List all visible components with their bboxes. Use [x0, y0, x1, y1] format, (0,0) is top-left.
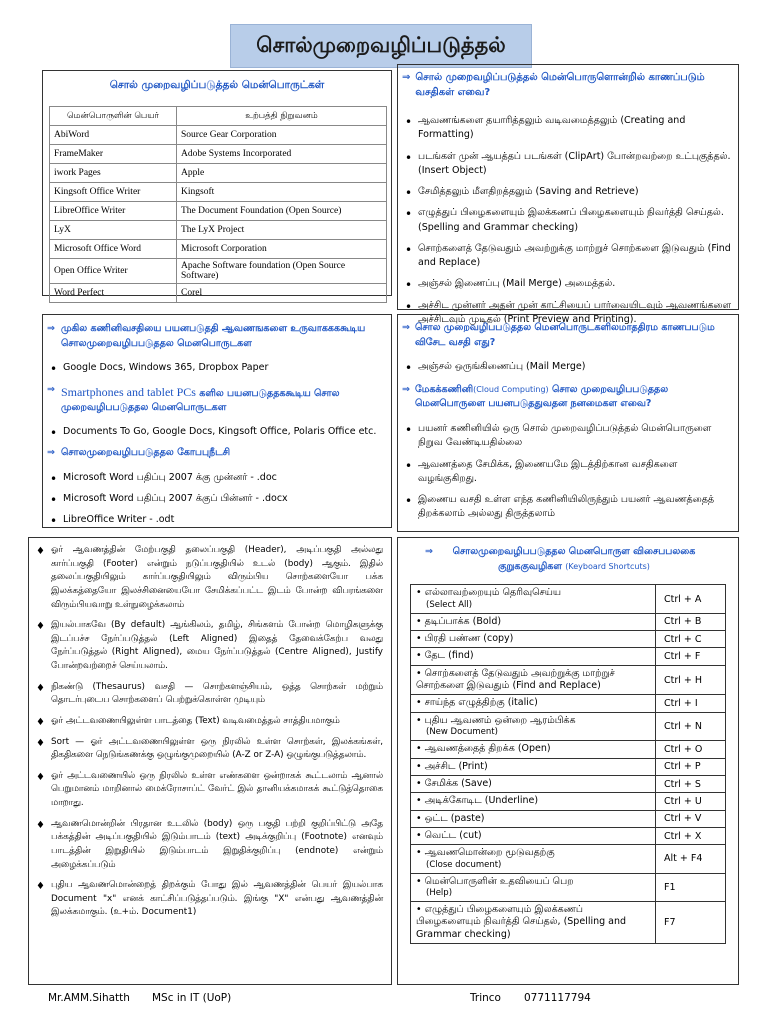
list-item: ♦ ஓர் அட்டவணையிலுள்ள பாடத்தை (Text) வடிவமைத்தல் சாத்தியமாகும்: [35, 715, 383, 729]
table-row: [411, 775, 726, 792]
bullet-icon: •: [416, 829, 425, 841]
software-company: Adobe Systems Incorporated: [177, 145, 387, 164]
software-name: iwork Pages: [50, 164, 177, 183]
shortcut-label: ஒட்ட (paste): [424, 812, 485, 824]
footer-degree: MSc in IT (UoP): [152, 992, 232, 1004]
page-title: சொல்முறைவழிப்படுத்தல்: [230, 24, 532, 68]
shortcut-action: [411, 873, 656, 901]
list-item: • Documents To Go, Google Docs, Kingsoft Office, Polaris Office etc.: [47, 425, 387, 439]
list-item: • LibreOffice Writer - .odt: [47, 513, 387, 527]
shortcut-label: ஆவணத்தைத் திறக்க (Open): [424, 743, 551, 755]
software-company: Apple: [177, 164, 387, 183]
software-name: Open Office Writer: [50, 259, 177, 284]
list-item: • அஞ்சல் இணைப்பு (Mail Merge) அமைத்தல்.: [402, 277, 732, 291]
software-company: Kingsoft: [177, 183, 387, 202]
shortcut-key: Ctrl + F: [656, 648, 726, 665]
notes-box: [28, 537, 392, 985]
table-row: [50, 259, 387, 284]
table-row: [411, 810, 726, 827]
list-item: • சேமித்தலும் மீளதிறத்தலும் (Saving and Retrieve): [402, 185, 732, 199]
shortcut-key: Alt + F4: [656, 845, 726, 873]
shortcut-label: எல்லாவற்றையும் தெரிவுசெய்ய: [424, 587, 562, 599]
shortcut-label: தேட (find): [424, 650, 474, 662]
shortcut-action: [411, 845, 656, 873]
shortcut-label-en: (Close document): [426, 859, 502, 870]
shortcuts-table: [410, 584, 726, 944]
features-list: [402, 114, 732, 327]
online-heading2: ⇒ Smartphones and tablet PCs களில பயனபடுததககூடிய சொல முறைவழிபபடுததல மெனபொருடகள: [47, 383, 387, 416]
table-row: [411, 827, 726, 844]
shortcut-label: மென்பொருளின் உதவியைப் பெற: [424, 875, 574, 887]
shortcut-action: [411, 827, 656, 844]
table-row: [411, 758, 726, 775]
shortcut-action: [411, 585, 656, 613]
shortcut-label: புதிய ஆவணம் ஒன்றை ஆரம்பிக்க: [424, 714, 576, 726]
shortcut-key: Ctrl + C: [656, 631, 726, 648]
online-list1: [47, 361, 387, 375]
bullet-icon: •: [416, 697, 425, 709]
list-item: • Microsoft Word பதிப்பு 2007 க்குப் பின்னர் - .docx: [47, 492, 387, 506]
shortcuts-heading: ⇒ சொலமுறைவழிபபடுததல மெனபொருள விசைபபலகை குறுககுவழிகள (Keyboard Shortcuts): [404, 544, 730, 574]
list-item: • பயனர் கணினியில் ஒரு சொல் முறைவழிப்படுத்தல் மென்பொருளை நிறுவ வேண்டியதில்லை: [402, 422, 732, 451]
software-table: [49, 106, 387, 303]
bullet-icon: •: [416, 795, 425, 807]
shortcut-key: Ctrl + O: [656, 741, 726, 758]
list-item: ♦ நிகண்டு (Thesaurus) வசதி — சொற்களஞ்சியம், ஒத்த சொற்கள் மற்றும் தொடர்புடைய சொற்களைப் பெற்றுக்கொள்ள முடியும்: [35, 681, 383, 708]
table-row: [411, 613, 726, 630]
notes-list: [35, 544, 383, 920]
shortcut-action: [411, 613, 656, 630]
software-name: LyX: [50, 221, 177, 240]
shortcut-action: [411, 775, 656, 792]
shortcut-label: சொற்களைத் தேடுவதும் அவற்றுக்கு மாற்றுச் சொற்களை இடுவதும் (Find and Replace): [416, 667, 615, 692]
software-company: Corel: [177, 284, 387, 303]
software-name: FrameMaker: [50, 145, 177, 164]
cloud-box: [397, 314, 739, 532]
cloud-benefits-list: [402, 422, 732, 522]
features-box: [397, 64, 739, 325]
shortcut-action: [411, 648, 656, 665]
software-company: Source Gear Corporation: [177, 126, 387, 145]
bullet-icon: •: [416, 777, 425, 789]
online-box: [42, 314, 392, 528]
shortcut-key: Ctrl + N: [656, 712, 726, 740]
shortcut-label: சாய்ந்த எழுத்திற்கு (italic): [424, 697, 538, 709]
shortcut-label-en: (Help): [426, 888, 453, 899]
mail-answer: [402, 360, 732, 374]
list-item: • எழுத்துப் பிழைகளையும் இலக்கணப் பிழைகளையும் நிவர்த்தி செய்தல். (Spelling and Grammar checking): [402, 206, 732, 235]
software-company: The Document Foundation (Open Source): [177, 202, 387, 221]
shortcut-action: [411, 631, 656, 648]
shortcut-key: Ctrl + X: [656, 827, 726, 844]
arrow-icon: ⇒: [402, 322, 410, 333]
shortcut-action: [411, 793, 656, 810]
shortcut-key: Ctrl + P: [656, 758, 726, 775]
shortcut-label-en: (Select All): [426, 599, 473, 610]
bullet-icon: •: [416, 847, 425, 859]
list-item: • படங்கள் முன் ஆயத்தப் படங்கள் (ClipArt) போன்றவற்றை உட்புகுத்தல். (Insert Object): [402, 150, 732, 179]
list-item: • Google Docs, Windows 365, Dropbox Paper: [47, 361, 387, 375]
shortcut-label: எழுத்துப் பிழைகளையும் இலக்கணப் பிழைகளையும் நிவர்த்தி செய்தல், (Spelling and Grammar checking): [416, 904, 627, 940]
shortcut-key: Ctrl + I: [656, 695, 726, 712]
shortcut-label: அடிக்கோடிட (Underline): [424, 795, 539, 807]
footer-phone: 0771117794: [524, 992, 591, 1004]
list-item: ♦ இயல்பாகவே (By default) ஆங்கிலம், தமிழ், சிங்களம் போன்ற மொழிகளுக்கு இடப்பச்ச நேர்ப்படுத்தல் (Left Aligned) இதைத் தேவைக்கேற்ப வலது நேர்ப்படுத்தல் (Right Aligned), மைய நேர்ப்படுத்தல் (Centre Aligned), Justify போன்றவற்றைச் செய்யலாம்.: [35, 619, 383, 674]
shortcut-label: தடிப்பாக்க (Bold): [424, 615, 502, 627]
table-row: [50, 164, 387, 183]
shortcut-label: பிரதி பண்ண (copy): [424, 633, 514, 645]
col-name: மென்பொருளின் பெயர்: [50, 107, 177, 126]
shortcut-key: Ctrl + B: [656, 613, 726, 630]
bullet-icon: •: [416, 633, 425, 645]
list-item: ♦ ஆவணமொன்றின் பிரதான உடலில் (body) ஒரு பகுதி பற்றி குறிப்பிட்டு அதே பக்கத்தின் அடிப்பகுதியில் இடும்பாடம் (text) அடிக்குறிப்பு (Footnote) எனவும் பாடத்தின் இறுதியில் இடும்பாடம் இறுதிக்குறிப்பு (endnote) என்றும் அழைக்கப்படும்: [35, 818, 383, 873]
software-company: Apache Software foundation (Open Source Software): [177, 259, 387, 284]
features-heading: ⇒ சொல் முறைவழிப்படுத்தல் மென்பொருளொன்றில் காணப்படும் வசதிகள் எவை?: [402, 71, 732, 100]
shortcut-action: [411, 741, 656, 758]
arrow-icon: ⇒: [402, 72, 411, 83]
col-company: உற்பத்தி நிறுவனம்: [177, 107, 387, 126]
list-item: • அச்சிட முன்னர் அதன் முன் காட்சியைப் பார்வையிடவும் ஆவணங்களை அச்சிடவும் முடிதல் (Print Preview and Printing).: [402, 299, 732, 328]
table-row: [411, 648, 726, 665]
table-row: [411, 665, 726, 695]
table-row: [411, 902, 726, 944]
software-name: AbiWord: [50, 126, 177, 145]
shortcuts-box: [397, 537, 739, 985]
arrow-icon: ⇒: [402, 383, 410, 395]
shortcut-key: Ctrl + H: [656, 665, 726, 695]
software-company: The LyX Project: [177, 221, 387, 240]
table-row: [411, 585, 726, 613]
mail-heading: ⇒ சொல முறைவழிபபடுததல மெனபொருடகளிலமாததிரம காணபபடும விசேட வசதி எது?: [402, 321, 732, 350]
table-row: [411, 631, 726, 648]
shortcut-key: F1: [656, 873, 726, 901]
shortcut-label: அச்சிட (Print): [424, 760, 488, 772]
bullet-icon: •: [416, 760, 425, 772]
table-row: [411, 793, 726, 810]
bullet-icon: •: [416, 714, 425, 726]
shortcut-action: [411, 902, 656, 944]
table-row: [50, 240, 387, 259]
bullet-icon: •: [416, 812, 425, 824]
bullet-icon: •: [416, 904, 425, 916]
bullet-icon: •: [416, 743, 425, 755]
arrow-icon: ⇒: [47, 447, 55, 459]
arrow-icon: ⇒: [47, 383, 55, 395]
shortcut-key: Ctrl + A: [656, 585, 726, 613]
shortcut-label: சேமிக்க (Save): [424, 777, 492, 789]
shortcut-action: [411, 810, 656, 827]
list-item: • ஆவணத்தை சேமிக்க, இணையமே இடத்திற்கான வசதிகளை வழங்குகிறது.: [402, 458, 732, 487]
software-box: [42, 70, 392, 296]
list-item: ♦ ஓர் ஆவணத்தின் மேற்பகுதி தலைப்பகுதி (Header), அடிப்பகுதி அல்லது கார்ப்பகுதி (Footer) என்றும் நடுப்பகுதியில் உடல் (body) ஆகும். இதில் தலைப்பகுதியிலும் கார்ப்பகுதியிலும் விரும்பிய சொற்களையோ பக்க இலக்கத்தையோ இலச்சினையையோ சேமிக்கப்பட்ட இடம் போன்ற விபரங்களை விரும்பியவாறு உள்நுழைக்கலாம்: [35, 544, 383, 612]
software-name: Microsoft Office Word: [50, 240, 177, 259]
list-item: ♦ ஓர் அட்டவணையில் ஒரு நிரலில் உள்ள எண்களை ஒன்றாகக் கூட்டலாம் ஆனால் பெறுமானம் மாறினால் மைக்ரோசாப்ட் வேர்ட் இல் தானியக்கமாகக் கூட்டுத்தொகை மாறாது.: [35, 770, 383, 811]
shortcut-label: ஆவணமொன்றை மூடுவதற்கு: [424, 847, 555, 859]
arrow-icon: ⇒: [425, 546, 433, 557]
footer-place: Trinco: [470, 992, 501, 1004]
software-name: Kingsoft Office Writer: [50, 183, 177, 202]
list-item: • ஆவணங்களை தயாரித்தலும் வடிவமைத்தலும் (Creating and Formatting): [402, 114, 732, 143]
shortcut-action: [411, 758, 656, 775]
online-heading1: ⇒ முகில கணினிவசதியை பயனபடுததி ஆவணஙகளை உருவாககககூடிய சொலமுறைவழிபபடுததல மெனபொருடகள: [47, 321, 387, 351]
software-heading: சொல் முறைவழிப்படுத்தல் மென்பொருட்கள்: [109, 79, 325, 91]
bullet-icon: •: [416, 615, 425, 627]
list-item: • Microsoft Word பதிப்பு 2007 க்கு முன்னர் - .doc: [47, 471, 387, 485]
list-item: ♦ Sort — ஓர் அட்டவணையிலுள்ள ஒரு நிரலில் உள்ள சொற்கள், இலக்கங்கள், திகதிகளை நெடுங்கணக்கு ஒழுங்குமுறையில் (A-Z or Z-A) ஒழுங்குபடுத்தலாம்.: [35, 736, 383, 763]
shortcut-label-en: (New Document): [426, 727, 498, 738]
table-row: [50, 202, 387, 221]
table-row: [50, 145, 387, 164]
table-row: [50, 183, 387, 202]
bullet-icon: •: [416, 587, 425, 599]
list-item: • அஞ்சல் ஒருங்கிணைப்பு (Mail Merge): [402, 360, 732, 374]
shortcut-key: Ctrl + U: [656, 793, 726, 810]
software-name: Word Perfect: [50, 284, 177, 303]
list-item: • இணைய வசதி உள்ள எந்த கணினியிலிருந்தும் பயனர் ஆவணத்தைத் திறக்கலாம் அல்லது திருத்தலாம்: [402, 493, 732, 522]
software-name: LibreOffice Writer: [50, 202, 177, 221]
table-row: [50, 126, 387, 145]
shortcut-label: வெட்ட (cut): [424, 829, 482, 841]
list-item: • சொற்களைத் தேடுவதும் அவற்றுக்கு மாற்றுச் சொற்களை இடுவதும் (Find and Replace): [402, 242, 732, 271]
shortcut-key: F7: [656, 902, 726, 944]
extension-list: [47, 471, 387, 528]
table-row: [50, 221, 387, 240]
footer-author: Mr.AMM.Sihatth: [48, 992, 130, 1004]
shortcut-action: [411, 712, 656, 740]
software-company: Microsoft Corporation: [177, 240, 387, 259]
list-item: ♦ புதிய ஆவணமொன்றைத் திறக்கும் போது இல் ஆவணத்தின் பெயர் இயல்பாக Document "x" எனக் காட்சிப்படுத்தப்படும். இங்கு "X" என்பது ஆவணத்தின் இலக்கமாகும். (உ+ம். Document1): [35, 879, 383, 920]
cloud-heading: ⇒ மேகக்கணினி(Cloud Computing) சொல முறைவழிபபடுததல மெனபொருளை பயனபடுததுவதன நனமைகள எவை?: [402, 383, 732, 412]
bullet-icon: •: [416, 650, 425, 662]
bullet-icon: •: [416, 667, 425, 679]
shortcut-action: [411, 695, 656, 712]
shortcut-action: [411, 665, 656, 695]
arrow-icon: ⇒: [47, 323, 55, 334]
table-row: [411, 873, 726, 901]
shortcut-key: Ctrl + S: [656, 775, 726, 792]
table-row: [411, 845, 726, 873]
table-row: [411, 695, 726, 712]
table-row: [411, 712, 726, 740]
table-row: [411, 741, 726, 758]
online-heading3: ⇒ சொலமுறைவழிபபடுததல கோபபுநீடசி: [47, 446, 387, 460]
online-list2: [47, 425, 387, 439]
bullet-icon: •: [416, 875, 425, 887]
table-row: [50, 284, 387, 303]
shortcut-key: Ctrl + V: [656, 810, 726, 827]
